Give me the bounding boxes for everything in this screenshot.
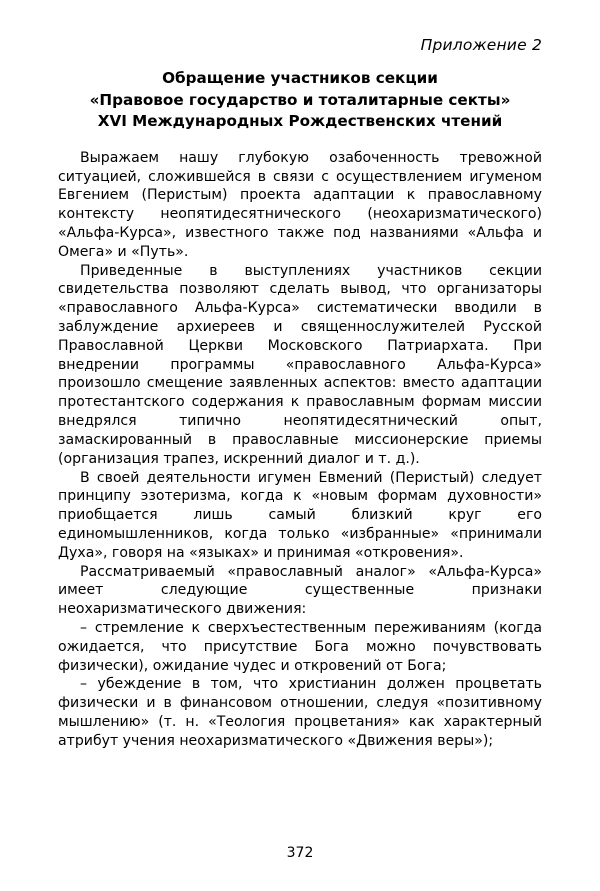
body-paragraph: Приведенные в выступлениях участников секции свидетельства позволяют сделать вывод, что организаторы «православного Альфа-Курса» систематически вводили в заблуждение архиереев и священнослужителей Русской Православной Церкви Московского Патриархата. При внедрении программы «православного Альфа-Курса» произошло смещение заявленных аспектов: вместо адаптации протестантского содержания к православным формам миссии внедрялся типично неопятидесятнический опыт, замаскированный в православные миссионерские приемы (организация трапез, искренний диалог и т. д.). — [58, 262, 542, 467]
page-title-line-1: Обращение участников секции — [162, 69, 438, 87]
page-title-line-2: «Правовое государство и тоталитарные секты» — [89, 90, 511, 109]
body-list-item: – убеждение в том, что христианин должен процветать физически и в финансовом отношении, следуя «позитивному мышлению» (т. н. «Теология процветания» как характерный атрибут учения неохаризматического «Движения веры»); — [58, 676, 542, 749]
page-title-line-3: XVI Международных Рождественских чтений — [97, 112, 503, 131]
page-number: 372 — [286, 845, 314, 861]
body-paragraph: Выражаем нашу глубокую озабоченность тревожной ситуацией, сложившейся в связи с осуществлением игуменом Евгением (Перистым) проекта адаптации к православному контексту неопятидесятнического (неохаризматического) «Альфа-Курса», известного также под названиями «Альфа и Омега» и «Путь». — [58, 149, 542, 260]
body-paragraph: Рассматриваемый «православный аналог» «Альфа-Курса» имеет следующие существенные признаки неохаризматического движения: — [58, 563, 542, 618]
body-paragraph: В своей деятельности игумен Евмений (Перистый) следует принципу эзотеризма, когда к «новым формам духовности» приобщается лишь самый близкий круг его единомышленников, когда только «избранные» «принимали Духа», говоря на «языках» и принимая «откровения». — [58, 469, 542, 561]
appendix-label: Приложение 2 — [420, 36, 542, 54]
page-title — [58, 68, 542, 133]
body-list-item: – стремление к сверхъестественным переживаниям (когда ожидается, что присутствие Бога можно почувствовать физически), ожидание чудес и откровений от Бога; — [58, 620, 542, 674]
